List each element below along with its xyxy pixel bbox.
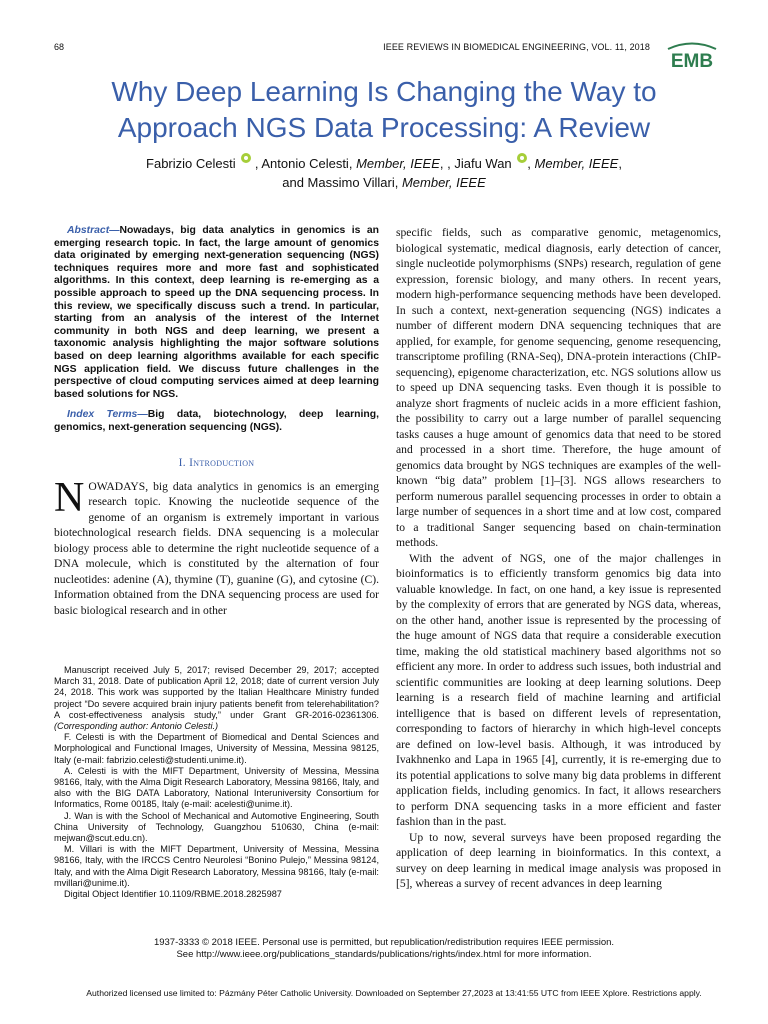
emb-logo-arc [668,44,716,50]
running-head: IEEE REVIEWS IN BIOMEDICAL ENGINEERING, VOL. 11, 2018 [383,42,650,52]
abstract-label: Abstract— [67,225,120,236]
footnotes [54,665,379,900]
right-column [396,225,721,892]
title-line-1: Why Deep Learning Is Changing the Way to [111,76,657,107]
corresponding-author-note: (Corresponding author: Antonio Celesti.) [54,721,219,732]
copyright-notice [40,937,728,961]
author-separator: , [618,156,622,171]
index-terms-text: Big data, biotechnology, deep learning, genomics, next-generation sequencing (NGS). [54,409,379,433]
author-role: Member, IEEE [356,156,440,171]
drop-cap: N [54,474,85,521]
authorized-use-notice: Authorized licensed use limited to: Pázmány Péter Catholic University. Downloaded on September 27,2023 at 13:41:55 UTC from IEEE Xplore. Restrictions apply. [86,988,702,998]
copyright-line-1: 1937-3333 © 2018 IEEE. Personal use is permitted, but republication/redistribution requires IEEE permission. [153,937,615,948]
footnote-doi: Digital Object Identifier 10.1109/RBME.2018.2825987 [64,889,282,900]
emb-logo-text: EMB [670,51,714,70]
body-paragraph: Up to now, several surveys have been proposed regarding the application of deep learning in bioinformatics. In this context, a survey on deep learning in medical image analysis was proposed in [5], whereas a survey of recent advances in deep learning [396,830,721,890]
orcid-icon[interactable] [241,153,251,163]
author-line-2 [40,173,728,192]
author-name: and Massimo Villari, [282,175,399,190]
footnote-author-2: A. Celesti is with the MIFT Department, University of Messina, Messina 98166, Italy, with the Alma Digit Research Laboratory, Messina 98166, Italy, and also with the BIG DATA Laboratory, National Interuniversity Consortium for Informatics, Rome 00185, Italy (e-mail: acelesti@unime.it). [54,765,379,810]
footnote-author-4: M. Villari is with the MIFT Department, University of Messina, Messina 98166, Italy, with the IRCCS Centro Neurolesi “Bonino Pulejo,” Messina 98124, Italy, and with the Alma Digit Research Laboratory, Messina 98166, Italy (e-mail: mvillari@unime.it). [54,844,379,888]
author-role: Member, IEEE [401,175,486,190]
author-line-1 [40,153,728,173]
footnote-manuscript [54,665,379,732]
abstract [54,225,379,401]
author-role: Member, IEEE [534,156,619,171]
index-terms-label: Index Terms— [67,409,148,421]
orcid-icon[interactable] [517,153,527,163]
footnote-author-1: F. Celesti is with the Department of Biomedical and Dental Sciences and Morphological and Functional Images, University of Messina, Messina 98125, Italy (e-mail: fabrizio.celesti@studenti.unime.it). [54,732,379,765]
author-name: Fabrizio Celesti [146,156,236,171]
section-heading-introduction [54,457,379,469]
section-title: Introduction [189,456,255,469]
copyright-line-2: See http://www.ieee.org/publications_standards/publications/rights/index.html for more information. [176,949,592,960]
intro-lead: OWADAYS, [88,479,149,493]
footnote-text: Manuscript received July 5, 2017; revised December 29, 2017; accepted March 31, 2018. Date of publication April 12, 2018; date of current version July 24, 2018. This work was supported by the Italian Healthcare Ministry funded project “Do severe acquired brain injury patients benefit from telerehabilitation? A cost-effectiveness analysis study,” under Grant GR-2016-02361306. [54,665,379,720]
intro-paragraph [54,474,379,619]
author-separator: , [439,156,448,171]
body-paragraph: specific fields, such as comparative genomic, metagenomics, biological systematic, medical diagnosis, early detection of cancer, single nucleotide polymorphisms (SNPs) research, regulation of gene expression, forensic biology, and many others. In recent years, modern high-performance sequencing methods have been developed. In such a context, next-generation sequencing (NGS) indicates a number of different modern DNA sequencing techniques that are applied, for example, for genome sequencing, genome resequencing, transcriptome profiling (RNA-Seq), DNA-protein interactions (ChIP-sequencing), epigenome characterization, etc. NGS solutions allow us to speed up DNA sequencing tasks. Even though it is possible to analyze short fragments of nucleic acids in a more efficient fashion, the possibility to carry out a large number of parallel sequencing tasks causes a huge amount of genomics data that need to be stored and processed in a short time. Therefore, the huge amount of genomics data brought by NGS techniques are examples of the well-known “big data” problem [1]–[3]. NGS allows researchers to perform numerous parallel sequencing processes in order to obtain a large number of sequences in a short time and at low cost, compared to a traditional Sanger sequencing based on chain-termination methods. [396,226,721,549]
left-column [54,225,379,618]
intro-text: big data analytics in genomics is an emerging research topic. Knowing the nucleotide sequence of the genome of an organism is extremely important in various biotechnological research fields. DNA sequencing is a molecular biology process able to determine the right nucleotide sequence of a DNA molecule, which is constituted by the alternation of four nucleotides: adenine (A), thymine (T), guanine (G), and cytosine (C). Information obtained from the DNA sequencing process are used for basic biological research and in other [54,479,379,617]
index-terms [54,409,379,434]
author-separator: , [527,156,535,171]
abstract-text: Nowadays, big data analytics in genomics is an emerging research topic. In fact, the large amount of genomics data originated by emerging next-generation sequencing (NGS) techniques requires more and more fast and sophisticated algorithms. In this context, deep learning is re-emerging as a possible approach to speed up the DNA sequencing process. In this review, we specifically discuss such a trend. In particular, starting from an analysis of the interest of the Internet community in both NGS and deep learning, we present a taxonomic analysis highlighting the major software solutions based on deep learning algorithms available for each specific NGS application field. We discuss future challenges in the perspective of cloud computing services aimed at deep learning based solutions for NGS. [54,225,379,400]
emb-logo [662,40,722,70]
title-line-2: Approach NGS Data Processing: A Review [117,112,651,143]
paper-title [40,74,728,146]
footnote-author-3: J. Wan is with the School of Mechanical and Automotive Engineering, South China University of Technology, Guangzhou 510630, China (e-mail: mejwan@scut.edu.cn). [54,810,379,844]
section-number: I. [178,456,186,469]
body-paragraph: With the advent of NGS, one of the major challenges in bioinformatics is to efficiently transform genomics big data into valuable knowledge. In fact, on one hand, a key issue is represented by the complexity of errors that are generated by NGS data, whereas, on the other hand, another issue is represented by the processing of the huge amount of NGS data that require a considerable execution time, making the old statistical machinery based algorithms not so efficient any more. In order to address such issues, both industrial and scientific communities are looking at deep learning solutions. Deep learning is a research field of machine learning and artificial intelligence that is based on different levels of representation, corresponding to factors of hierarchy in which high-level concepts are defined on low-level basis. Although, it was introduced by Ivakhnenko and Lapa in 1965 [4], currently, it is re-emerging due to its potential applications to solve many big data problems in different application fields, including genomics. In fact, it allows researchers to perform DNA sequencing tasks in a more efficient and faster fashion than in the past. [396,551,721,828]
author-name: , Jiafu Wan [447,156,512,171]
author-list [40,153,728,192]
author-name: , Antonio Celesti, [254,156,353,171]
page-number: 68 [54,42,65,52]
